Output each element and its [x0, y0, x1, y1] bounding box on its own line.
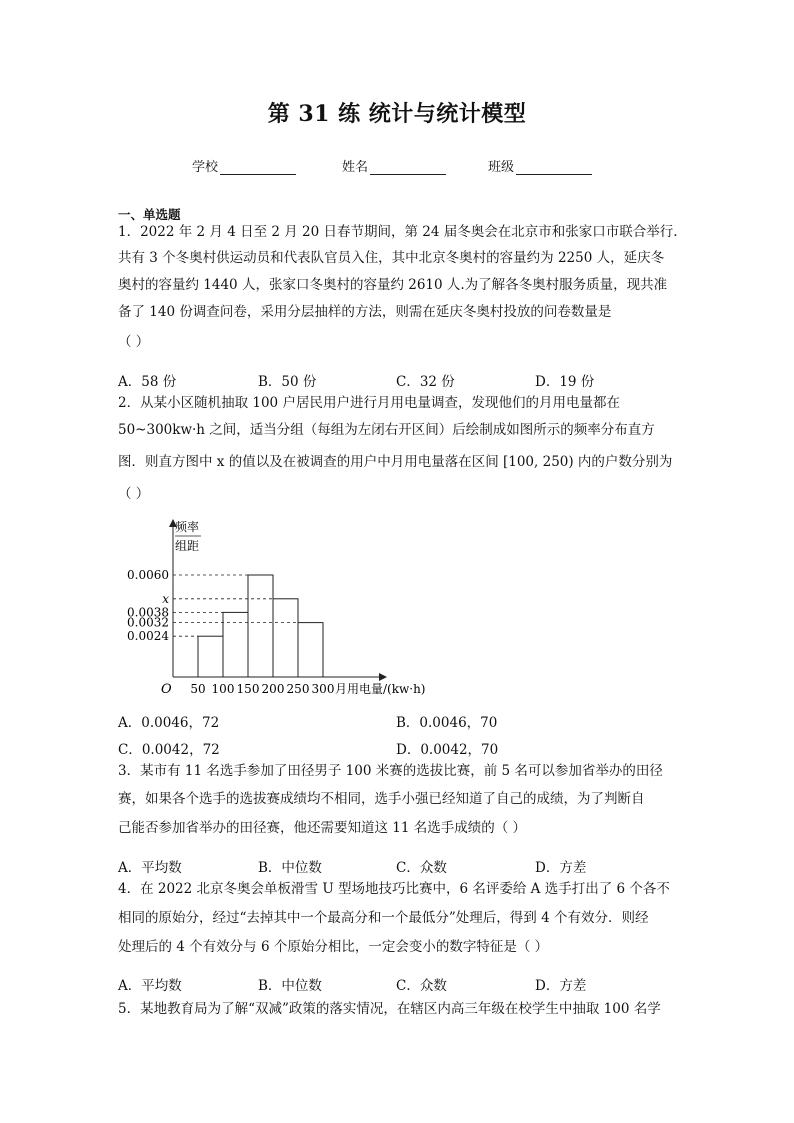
q3-line-1: 3．某市有 11 名选手参加了田径男子 100 米赛的选拔比赛，前 5 名可以参加省举办的田径	[118, 763, 663, 779]
q4-option-d[interactable]: D．方差	[535, 978, 587, 994]
name-field[interactable]	[342, 156, 446, 175]
q2-option-a[interactable]: A．0.0046，72	[118, 715, 220, 731]
q4-line-2: 相同的原始分，经过“去掉其中一个最高分和一个最低分”处理后，得到 4 个有效分．则经	[118, 910, 649, 926]
q1-option-c[interactable]: C．32 份	[396, 374, 455, 390]
q2-line-3: 图．则直方图中 x 的值以及在被调查的用户中月用电量落在区间 [100, 250) 内的户数分别为	[118, 454, 673, 470]
page-title: 第 31 练 统计与统计模型	[267, 101, 527, 127]
q1-line-4: 备了 140 份调查问卷，采用分层抽样的方法，则需在延庆冬奥村投放的问卷数量是	[118, 304, 612, 320]
q1-option-b[interactable]: B．50 份	[258, 374, 317, 390]
q3-option-d[interactable]: D．方差	[535, 860, 587, 876]
name-label: 姓名	[342, 160, 369, 175]
q4-option-b[interactable]: B．中位数	[258, 978, 322, 994]
q2-option-d[interactable]: D．0.0042，70	[396, 742, 499, 758]
name-blank[interactable]	[370, 160, 446, 175]
q2-line-2: 50~300kw·h 之间，适当分组（每组为左闭右开区间）后绘制成如图所示的频率分布直方	[118, 422, 655, 438]
x-tick-label: 200	[261, 682, 285, 696]
histogram-bar	[298, 623, 323, 677]
school-label: 学校	[192, 160, 219, 175]
q2-option-b[interactable]: B．0.0046，70	[396, 715, 498, 731]
x-tick-label: 250	[286, 682, 310, 696]
x-tick-label: 50	[190, 682, 206, 696]
q5-line-1: 5．某地教育局为了解“双减”政策的落实情况，在辖区内高三年级在校学生中抽取 100 名学	[118, 1001, 661, 1017]
school-blank[interactable]	[220, 160, 296, 175]
y-tick-label: 0.0060	[127, 568, 169, 582]
q3-option-b[interactable]: B．中位数	[258, 860, 322, 876]
y-tick-label: 0.0038	[127, 605, 169, 620]
x-tick-label: 100	[211, 682, 235, 696]
q3-option-c[interactable]: C．众数	[396, 860, 447, 876]
class-field[interactable]	[488, 156, 592, 175]
histogram-bar	[223, 612, 248, 677]
histogram-bar	[273, 599, 298, 677]
q3-line-3: 己能否参加省举办的田径赛，他还需要知道这 11 名选手成绩的（ ）	[118, 820, 527, 836]
q2-option-c[interactable]: C．0.0042，72	[118, 742, 220, 758]
x-tick-label: 300	[311, 682, 335, 696]
y-axis-label-denominator: 组距	[175, 539, 200, 553]
histogram-bar	[248, 575, 273, 677]
q1-option-a[interactable]: A．58 份	[118, 374, 177, 390]
q1-line-3: 奥村的容量约 1440 人，张家口冬奥村的容量约 2610 人.为了解各冬奥村服务质量，现共准	[118, 277, 668, 293]
q2-line-1: 2．从某小区随机抽取 100 户居民用户进行月用电量调查，发现他们的月用电量都在	[118, 395, 620, 411]
y-tick-label: 0.0024	[127, 629, 169, 644]
q1-line-2: 共有 3 个冬奥村供运动员和代表队官员入住，其中北京冬奥村的容量约为 2250 人，延庆冬	[118, 250, 665, 266]
q1-option-d[interactable]: D．19 份	[535, 374, 595, 390]
x-axis-label: 月用电量/(kw·h)	[335, 682, 426, 696]
frequency-histogram	[118, 515, 438, 700]
class-blank[interactable]	[516, 160, 592, 175]
y-tick-label: x	[162, 591, 169, 606]
x-tick-label: 150	[236, 682, 260, 696]
origin-label: O	[161, 682, 172, 697]
y-axis-label-numerator: 频率	[175, 520, 200, 534]
histogram-bar	[198, 636, 223, 677]
q3-option-a[interactable]: A．平均数	[118, 860, 182, 876]
q1-answer-bracket: （ ）	[118, 334, 150, 350]
q2-answer-bracket: （ ）	[118, 486, 150, 502]
q4-option-a[interactable]: A．平均数	[118, 978, 182, 994]
q3-line-2: 赛，如果各个选手的选拔赛成绩均不相同，选手小强已经知道了自己的成绩，为了判断自	[118, 791, 645, 807]
q4-line-3: 处理后的 4 个有效分与 6 个原始分相比，一定会变小的数字特征是（ ）	[118, 939, 549, 955]
q1-line-1: 1．2022 年 2 月 4 日至 2 月 20 日春节期间，第 24 届冬奥会在北京市和张家口市联合举行.	[118, 224, 678, 240]
section-heading: 一、单选题	[118, 207, 181, 222]
q4-option-c[interactable]: C．众数	[396, 978, 447, 994]
class-label: 班级	[488, 160, 515, 175]
school-field[interactable]	[192, 156, 296, 175]
y-tick-label: 0.0032	[127, 615, 169, 630]
q4-line-1: 4．在 2022 北京冬奥会单板滑雪 U 型场地技巧比赛中，6 名评委给 A 选手打出了 6 个各不	[118, 881, 670, 897]
